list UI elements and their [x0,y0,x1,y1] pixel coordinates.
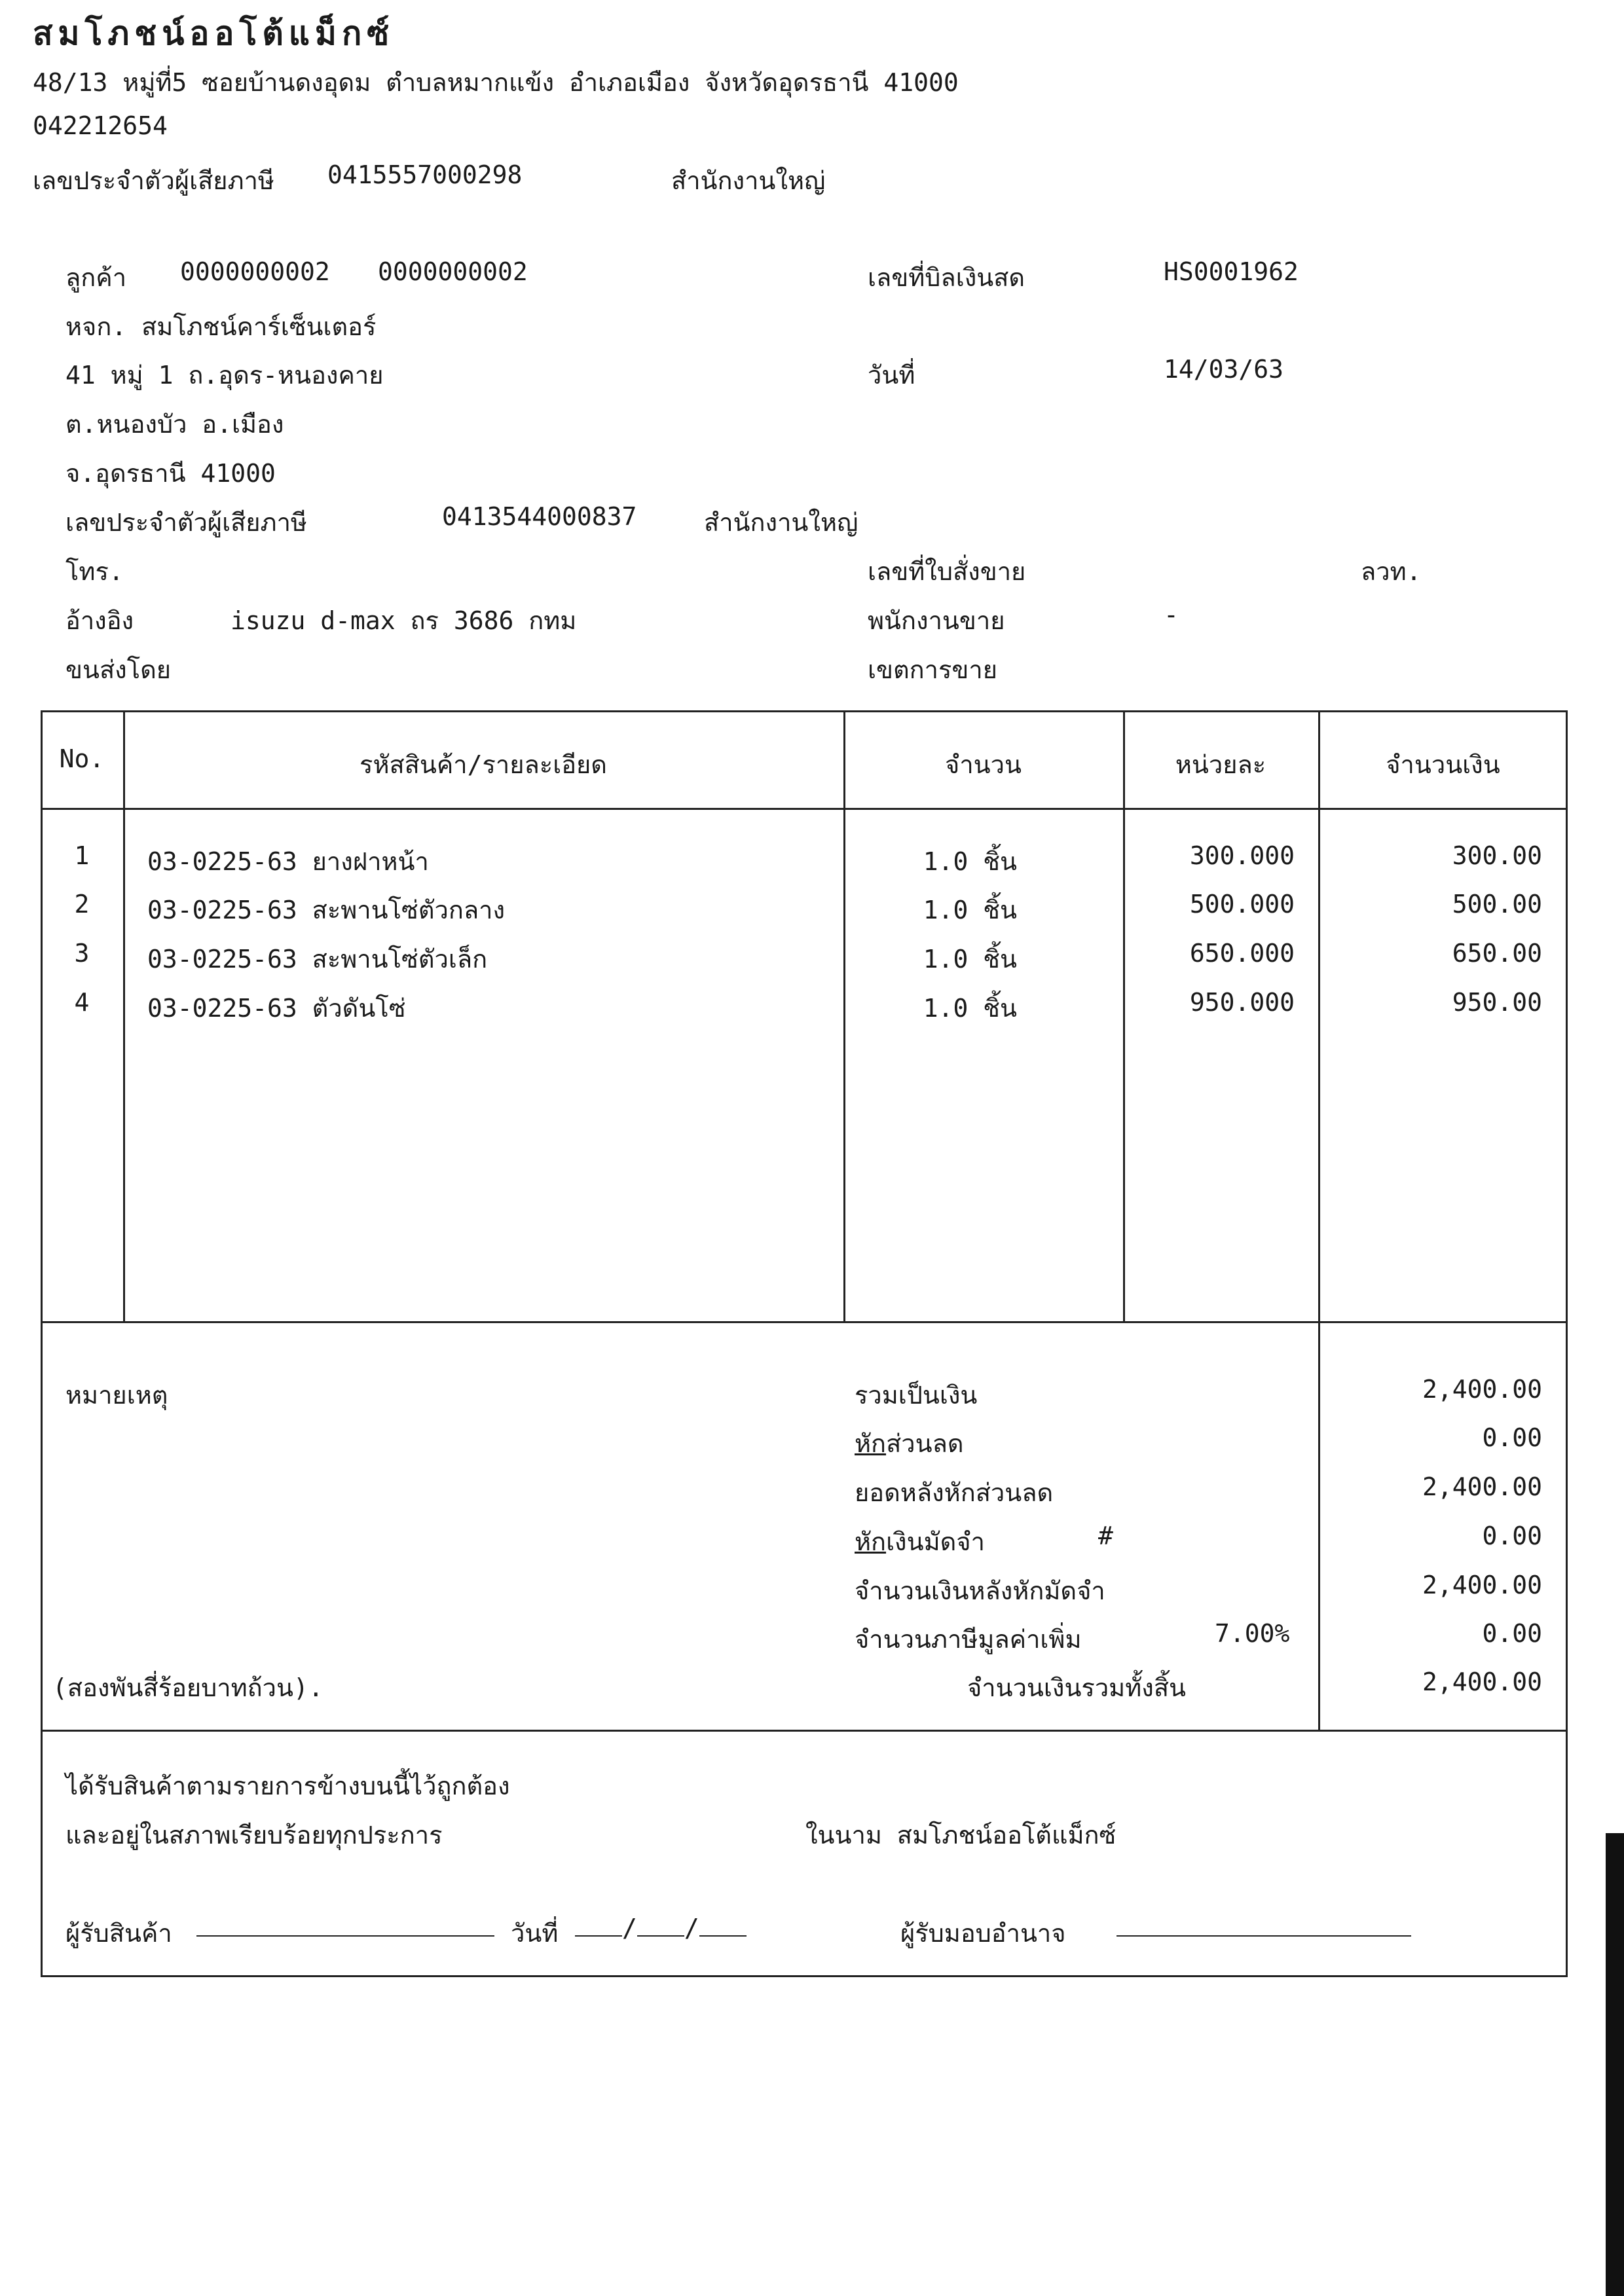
row-no: 1 [74,841,90,870]
receive-date-label: วันที่ [511,1919,559,1948]
after-discount-label: ยอดหลังหักส่วนลด [855,1478,1054,1507]
customer-address-3: จ.อุดรธานี 41000 [65,459,276,488]
row-quantity: 1.0 ชิ้น [923,896,1017,924]
authorized-label: ผู้รับมอบอำนาจ [900,1919,1066,1948]
deposit-label: หักเงินมัดจำ [855,1527,985,1556]
customer-branch: สำนักงานใหญ่ [704,508,858,537]
grand-total-label: จำนวนเงินรวมทั้งสิ้น [967,1673,1186,1702]
row-no: 3 [74,939,90,968]
vat-value: 0.00 [1482,1619,1542,1648]
after-deposit-label: จำนวนเงินหลังหักมัดจำ [855,1576,1105,1605]
row-amount: 500.00 [1452,890,1542,919]
header-quantity: จำนวน [945,750,1022,779]
company-tax-id: 0415557000298 [327,160,523,189]
company-branch: สำนักงานใหญ่ [671,166,826,195]
customer-name: หจก. สมโภชน์คาร์เซ็นเตอร์ [65,312,377,341]
company-address: 48/13 หมู่ที่5 ซอยบ้านดงอุดม ตำบลหมากแข้ง อำเภอเมือง จังหวัดอุดรธานี 41000 [33,68,959,97]
row-unit-price: 650.000 [1189,939,1295,968]
salesperson-label: พนักงานขาย [868,606,1005,635]
row-amount: 650.00 [1452,939,1542,968]
row-description: 03-0225-63 ยางฝาหน้า [147,847,429,876]
document-date: 14/03/63 [1164,355,1284,384]
customer-address-2: ต.หนองบัว อ.เมือง [65,410,284,439]
header-amount: จำนวนเงิน [1386,750,1500,779]
sales-order-value: ลวท. [1361,557,1422,586]
receive-date-field: / / [575,1913,747,1942]
customer-code-1: 0000000002 [180,257,330,286]
bill-number: HS0001962 [1164,257,1299,286]
receiver-signature-line [196,1913,494,1942]
header-no: No. [59,744,105,773]
authorized-signature-line [1116,1913,1411,1942]
customer-label: ลูกค้า [65,263,127,292]
row-unit-price: 500.000 [1189,890,1295,919]
row-description: 03-0225-63 สะพานโซ่ตัวกลาง [147,896,506,924]
shipping-label: ขนส่งโดย [65,655,172,684]
after-discount-value: 2,400.00 [1422,1472,1542,1501]
company-tax-label: เลขประจำตัวผู้เสียภาษี [33,166,274,195]
customer-tax-id: 0413544000837 [442,502,637,531]
scan-edge-artifact [1606,1833,1624,2296]
row-description: 03-0225-63 ตัวดันโซ่ [147,994,406,1023]
table-header-divider [41,808,1568,810]
header-unit-price: หน่วยละ [1175,750,1266,779]
date-label: วันที่ [868,361,915,390]
reference-label: อ้างอิง [65,606,134,635]
row-no: 4 [74,988,90,1017]
row-unit-price: 950.000 [1189,988,1295,1017]
amount-in-words: (สองพันสี่ร้อยบาทถ้วน). [52,1673,323,1702]
bill-number-label: เลขที่บิลเงินสด [868,263,1025,292]
after-deposit-value: 2,400.00 [1422,1571,1542,1599]
grand-total-value: 2,400.00 [1422,1667,1542,1696]
on-behalf-text: ในนาม สมโภชน์ออโต้แม็กซ์ [805,1821,1116,1850]
customer-tax-label: เลขประจำตัวผู้เสียภาษี [65,508,307,537]
company-phone: 042212654 [33,111,168,140]
customer-phone-label: โทร. [65,557,124,586]
column-divider [1123,710,1125,1323]
discount-label: หักส่วนลด [855,1429,964,1458]
sales-order-label: เลขที่ใบสั่งขาย [868,557,1026,586]
row-amount: 300.00 [1452,841,1542,870]
received-text-line-1: ได้รับสินค้าตามรายการข้างบนนี้ไว้ถูกต้อง [65,1772,510,1800]
discount-value: 0.00 [1482,1423,1542,1452]
row-description: 03-0225-63 สะพานโซ่ตัวเล็ก [147,945,488,974]
customer-code-2: 0000000002 [378,257,528,286]
row-quantity: 1.0 ชิ้น [923,994,1017,1023]
deposit-mark: # [1098,1522,1113,1550]
deposit-value: 0.00 [1482,1522,1542,1550]
column-divider [123,710,125,1323]
subtotal-value: 2,400.00 [1422,1375,1542,1404]
row-amount: 950.00 [1452,988,1542,1017]
row-quantity: 1.0 ชิ้น [923,847,1017,876]
sales-area-label: เขตการขาย [868,655,997,684]
header-description: รหัสสินค้า/รายละเอียด [360,750,607,779]
vat-label: จำนวนภาษีมูลค่าเพิ่ม [855,1625,1082,1654]
reference-value: isuzu d-max ถร 3686 กทม [231,606,577,635]
vat-rate: 7.00% [1215,1619,1290,1648]
receiver-label: ผู้รับสินค้า [65,1919,172,1948]
customer-address-1: 41 หมู่ 1 ถ.อุดร-หนองคาย [65,361,384,390]
row-quantity: 1.0 ชิ้น [923,945,1017,974]
company-name: สมโภชน์ออโต้แม็กซ์ [33,14,395,52]
salesperson-value: - [1164,600,1179,629]
row-unit-price: 300.000 [1189,841,1295,870]
subtotal-label: รวมเป็นเงิน [855,1381,978,1410]
remark-label: หมายเหตุ [65,1381,168,1410]
row-no: 2 [74,890,90,919]
received-text-line-2: และอยู่ในสภาพเรียบร้อยทุกประการ [65,1821,443,1850]
